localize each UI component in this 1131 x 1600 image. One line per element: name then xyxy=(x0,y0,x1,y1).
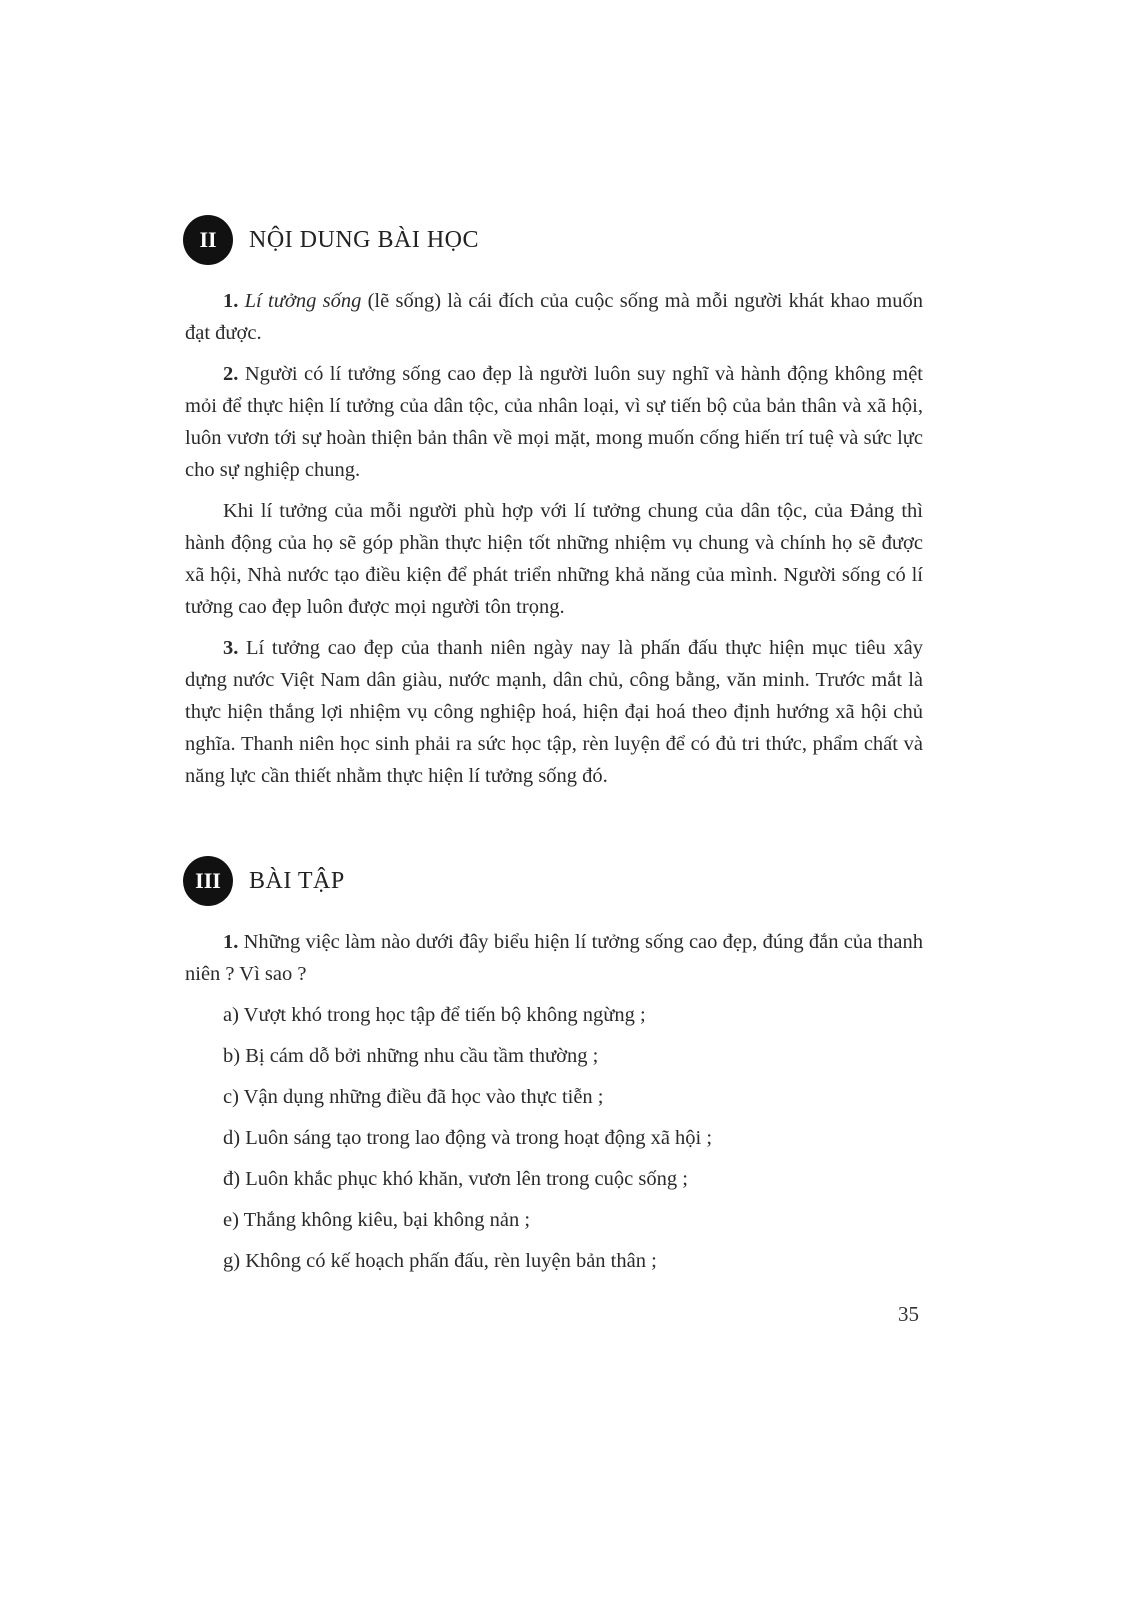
section-3-title: BÀI TẬP xyxy=(249,867,345,894)
paragraph-3-number: 3. xyxy=(223,637,239,659)
option-e: e) Thắng không kiêu, bại không nản ; xyxy=(223,1209,531,1231)
paragraph-2 xyxy=(185,358,923,486)
paragraph-3 xyxy=(185,632,923,792)
option-c: c) Vận dụng những điều đã học vào thực tiễn ; xyxy=(223,1086,604,1108)
section-3-content xyxy=(185,926,923,1286)
paragraph-2-text: Người có lí tưởng sống cao đẹp là người luôn suy nghĩ và hành động không mệt mỏi để thực hiện lí tưởng của dân tộc, của nhân loại, vì sự tiến bộ của bản thân và xã hội, luôn vươn tới sự hoàn thiện bản thân về mọi mặt, mong muốn cống hiến trí tuệ và sức lực cho sự nghiệp chung. xyxy=(185,363,923,481)
paragraph-3-text: Lí tưởng cao đẹp của thanh niên ngày nay là phấn đấu thực hiện mục tiêu xây dựng nước Việt Nam dân giàu, nước mạnh, dân chủ, công bằng, văn minh. Trước mắt là thực hiện thắng lợi nhiệm vụ công nghiệp hoá, hiện đại hoá theo định hướng xã hội chủ nghĩa. Thanh niên học sinh phải ra sức học tập, rèn luyện để có đủ tri thức, phẩm chất và năng lực cần thiết nhằm thực hiện lí tưởng sống đó. xyxy=(185,637,923,787)
page-number: 35 xyxy=(898,1302,919,1326)
paragraph-1 xyxy=(185,285,923,349)
question-1-number: 1. xyxy=(223,931,239,953)
option-d: d) Luôn sáng tạo trong lao động và trong hoạt động xã hội ; xyxy=(223,1127,713,1149)
option-g: g) Không có kế hoạch phấn đấu, rèn luyện bản thân ; xyxy=(223,1250,657,1272)
question-1-text: Những việc làm nào dưới đây biểu hiện lí tưởng sống cao đẹp, đúng đắn của thanh niên ? Vì sao ? xyxy=(185,931,923,985)
section-2-content xyxy=(185,285,923,801)
section-3-badge: III xyxy=(183,856,233,906)
option-dd: đ) Luôn khắc phục khó khăn, vươn lên trong cuộc sống ; xyxy=(223,1168,688,1190)
paragraph-1-term: Lí tưởng sống xyxy=(244,290,362,312)
paragraph-1-number: 1. xyxy=(223,290,239,312)
section-2-badge: II xyxy=(183,215,233,265)
paragraph-2b: Khi lí tưởng của mỗi người phù hợp với lí tưởng chung của dân tộc, của Đảng thì hành động của họ sẽ góp phần thực hiện tốt những nhiệm vụ chung và chính họ sẽ được xã hội, Nhà nước tạo điều kiện để phát triển những khả năng của mình. Người sống có lí tưởng cao đẹp luôn được mọi người tôn trọng. xyxy=(185,500,923,618)
question-1 xyxy=(185,926,923,990)
section-2-title: NỘI DUNG BÀI HỌC xyxy=(249,226,479,253)
option-a: a) Vượt khó trong học tập để tiến bộ không ngừng ; xyxy=(223,1004,646,1026)
paragraph-1-text: (lẽ sống) là cái đích của cuộc sống mà mỗi người khát khao muốn đạt được. xyxy=(185,290,923,344)
section-3-heading xyxy=(183,856,345,906)
section-2-heading xyxy=(183,215,479,265)
paragraph-2-number: 2. xyxy=(223,363,239,385)
option-b: b) Bị cám dỗ bởi những nhu cầu tầm thường ; xyxy=(223,1045,599,1067)
